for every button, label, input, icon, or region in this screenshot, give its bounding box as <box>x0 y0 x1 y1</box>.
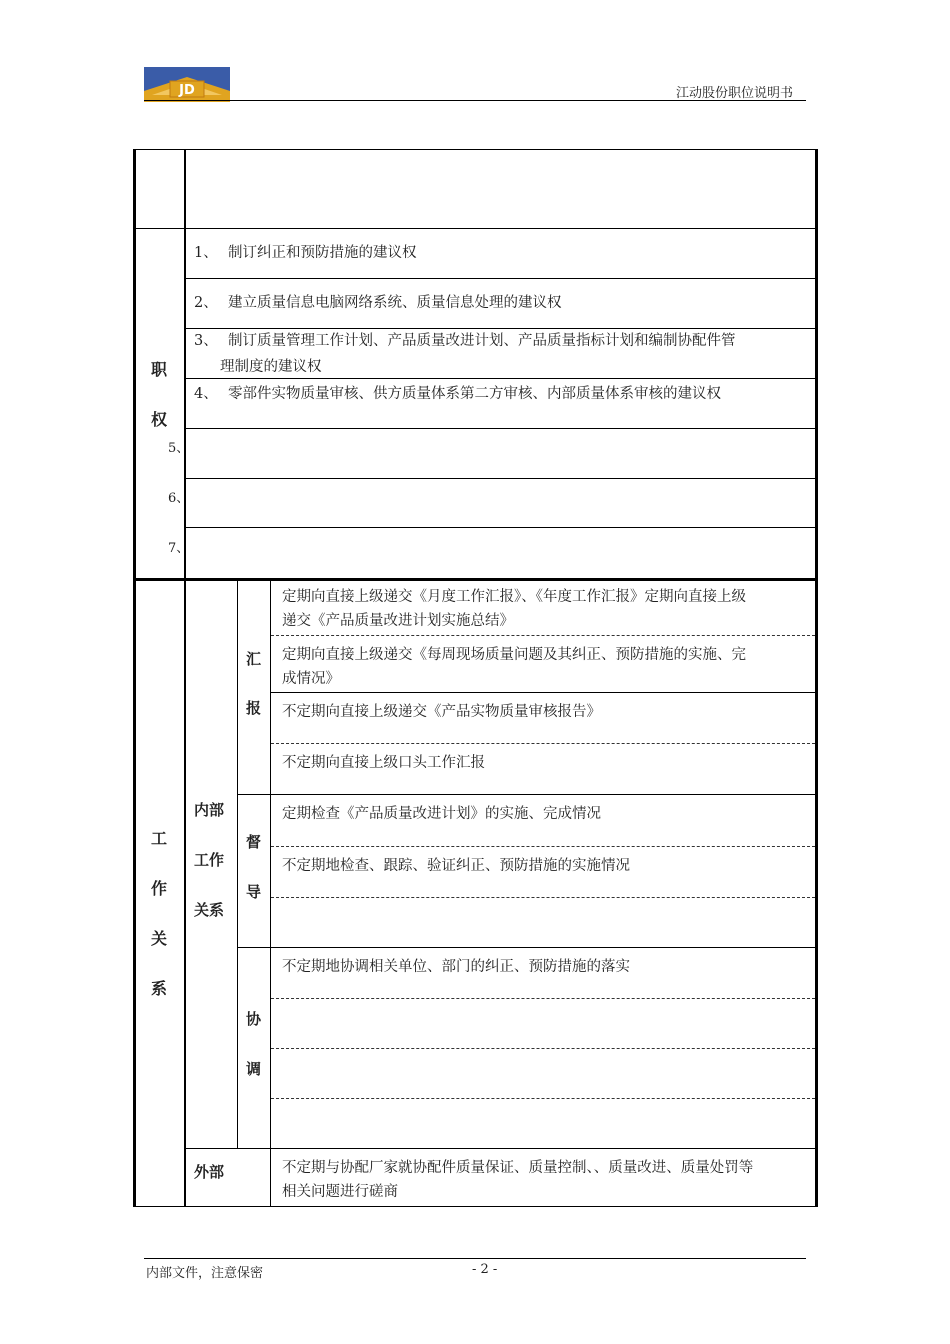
authority-item-5-num: 5、 <box>168 441 190 456</box>
internal-label-1: 内部 <box>194 801 225 819</box>
row-divider <box>135 228 817 229</box>
row-divider <box>237 947 816 948</box>
authority-label-1: 职 <box>151 360 168 379</box>
internal-label-2: 工作 <box>194 851 225 869</box>
authority-item-2: 建立质量信息电脑网络系统、质量信息处理的建议权 <box>228 295 562 311</box>
authority-column-divider <box>184 149 186 580</box>
section-divider <box>133 578 818 581</box>
coordinate-item-1: 不定期地协调相关单位、部门的纠正、预防措施的落实 <box>282 959 630 975</box>
internal-column-divider <box>237 580 238 1148</box>
category-column-divider <box>270 580 271 1207</box>
authority-item-4-num: 4、 <box>194 386 218 402</box>
table-left-border <box>133 149 136 1207</box>
footer-divider <box>144 1258 806 1259</box>
authority-label-2: 权 <box>151 410 168 429</box>
coordinate-label-1: 协 <box>246 1010 262 1028</box>
authority-item-3-num: 3、 <box>194 333 218 349</box>
authority-item-1: 制订纠正和预防措施的建议权 <box>228 245 417 261</box>
external-item: 不定期与协配厂家就协配件质量保证、质量控制、、质量改进、质量处罚等 <box>282 1160 754 1176</box>
dashed-divider <box>271 1098 815 1099</box>
external-item-cont: 相关问题进行磋商 <box>282 1184 398 1200</box>
dashed-divider <box>271 897 815 898</box>
report-item-2-cont: 成情况》 <box>282 671 340 687</box>
row-divider <box>186 428 816 429</box>
document-title: 江动股份职位说明书 <box>676 86 794 101</box>
logo-text: JD <box>179 83 195 98</box>
row-divider <box>237 794 816 795</box>
company-logo <box>144 67 230 102</box>
table-bottom-border <box>133 1206 818 1207</box>
report-item-1-cont: 递交《产品质量改进计划实施总结》 <box>282 613 514 629</box>
relations-label-4: 系 <box>151 979 168 998</box>
report-label-1: 汇 <box>246 650 262 668</box>
authority-item-7-num: 7、 <box>168 541 190 556</box>
authority-item-3-cont: 理制度的建议权 <box>220 359 322 375</box>
row-divider <box>186 278 816 279</box>
authority-item-6-num: 6、 <box>168 491 190 506</box>
authority-item-1-num: 1、 <box>194 245 218 261</box>
page-number: - 2 - <box>472 1262 498 1277</box>
relations-column-divider <box>184 580 186 1207</box>
row-divider <box>271 692 816 693</box>
report-item-3: 不定期向直接上级递交《产品实物质量审核报告》 <box>282 704 601 720</box>
report-item-1: 定期向直接上级递交《月度工作汇报》、《年度工作汇报》定期向直接上级 <box>282 589 746 605</box>
supervise-item-2: 不定期地检查、跟踪、验证纠正、预防措施的实施情况 <box>282 858 630 874</box>
dashed-divider <box>271 1048 815 1049</box>
dashed-divider <box>271 635 815 636</box>
table-top-border <box>135 149 817 150</box>
relations-label-3: 关 <box>151 929 168 948</box>
row-divider <box>186 478 816 479</box>
dashed-divider <box>271 846 815 847</box>
internal-label-3: 关系 <box>194 901 225 919</box>
dashed-divider <box>271 743 815 744</box>
authority-item-4: 零部件实物质量审核、供方质量体系第二方审核、内部质量体系审核的建议权 <box>228 386 721 402</box>
external-label: 外部 <box>194 1163 225 1181</box>
dashed-divider <box>271 998 815 999</box>
authority-item-2-num: 2、 <box>194 295 218 311</box>
header-divider <box>144 100 806 101</box>
relations-label-1: 工 <box>151 829 168 848</box>
supervise-item-1: 定期检查《产品质量改进计划》的实施、完成情况 <box>282 806 601 822</box>
coordinate-label-2: 调 <box>246 1060 262 1078</box>
authority-item-3: 制订质量管理工作计划、产品质量改进计划、产品质量指标计划和编制协配件管 <box>228 333 736 349</box>
supervise-label-1: 督 <box>246 833 262 851</box>
footer-confidential-note: 内部文件，注意保密 <box>146 1266 264 1281</box>
supervise-label-2: 导 <box>246 883 262 901</box>
relations-label-2: 作 <box>151 879 168 898</box>
report-item-2: 定期向直接上级递交《每周现场质量问题及其纠正、预防措施的实施、完 <box>282 647 746 663</box>
report-item-4: 不定期向直接上级口头工作汇报 <box>282 755 485 771</box>
report-label-2: 报 <box>246 699 262 717</box>
table-right-border <box>815 149 818 1207</box>
row-divider <box>185 1148 816 1149</box>
row-divider <box>186 527 816 528</box>
